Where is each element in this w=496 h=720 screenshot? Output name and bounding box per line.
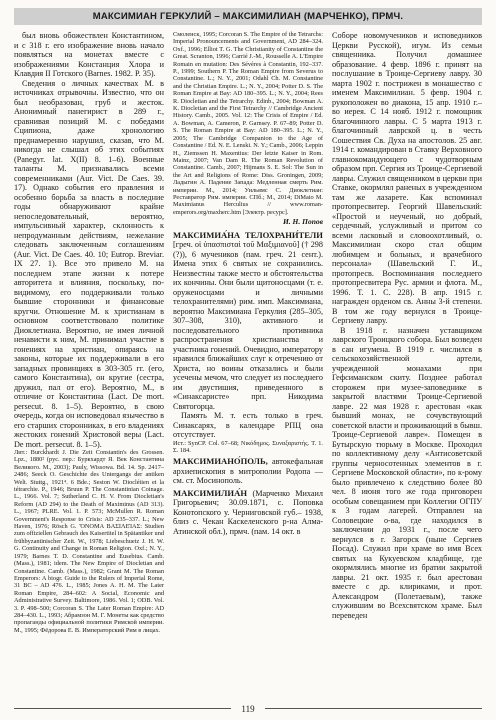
entry-text: [греч. οἱ ὑπασπισταὶ τοῦ Μαξιμιανοῦ] († 298 (?)), 6 мучеников (пам. греч. 21 сент.). Имена этих 6 святых не сохранились. Неизвестны также место и обстоятельства их кончины. Они были щитоносцами (т. е. оруженосцами и личными телохранителями) рим. имп. Максимиана, вероятно Максимиана Геркулия (285–305, 307–308, 310), активного и последовательного противника распространения христианства и участника гонений. Очевидно, императору нравился ближайших слуг к отречению от Христа, но воины отказались и были усечены мечом, что следует из последнего им двустишия, приведенного в «Синаксаристе» прп. Никодима Святогорца.	[173, 240, 323, 411]
paragraph: был вновь обожествлен Константином, и с 318 г. его изображение вновь начало появляться на монетах вместе с изображениями Констанция Хлора и Клавдия II Готского (Barnes. 1982. P. 35).	[14, 31, 164, 78]
running-header: МАКСИМИАН ГЕРКУЛИЙ – МАКСИМИЛИАН (МАРЧЕНКО), ПРМЧ.	[14, 8, 482, 25]
literature-list-continued	[173, 31, 323, 216]
literature-text: Смоленск, 1995; Corcoran S. The Empire of the Tetrarchs: Imperial Pronouncements and Government, AD 284–324. Oxf., 1996; Elliot T. G. The Christianity of Constantine the Great. Scranton, 1996; Carrié J.-M., Rousselle A. L'Empire Romain en mutation: Des Sévères à Constantin, 192–337. P., 1999; Southern P. The Roman Empire from Severus to Constantine. L.; N. Y., 2001; Odahl Ch. M. Constantine and the Christian Empire. L.; N. Y., 2004; Potter D. S. The Roman Empire at Bay: AD 180–395. L.; N. Y., 2004; Rees R. Diocletian and the Tetrarchy. Edinb., 2004; Bowman A. K. Diocletian and the First Tetrarchy // Cambridge Ancient History. Camb., 2005. Vol. 12: The Crisis of Empire / Ed. A. Bowman, A. Cameron, P. Garnsey. P. 67–89; Potter D. S. The Roman Empire at Bay: AD 180–395. L.; N. Y., 2005; The Cambridge Companion to the Age of Constantine / Ed. N. E. Lenski. N. Y.; Camb., 2006; Leppin H., Ziemssen H. Maxentius: Der letzte Kaiser in Rom. Mainz, 2007; Van Dam R. The Roman Revolution of Constantine. Camb., 2007; Hijmans S. E. Sol: The Sun in the Art and Religions of Rome: Diss. Groningen, 2009; Ладыгин А. Падение Запада: Медленная смерть Рим. империи. М., 2014; Уильямс С. Диоклетиан: Реставратор Рим. империи. СПб.; М., 2014; DiMaio M. Maximianus Herculius // www.roman-emperors.org/maxherc.htm [Электр. ресурс].	[173, 31, 323, 216]
column-3	[332, 31, 482, 704]
entry-maximianopolis	[173, 457, 323, 486]
entry-text: (Марченко Михаил Григорьевич; 30.09.1871, с. Поповка Конотопского у. Черниговской губ.– 1938, близ с. Чекан Каскеленского р-на Алма-Атинской обл.), прмч. (пам. 14 окт. в	[173, 488, 323, 536]
column-2	[173, 31, 323, 704]
entry-headword: МАКСИМИА́НА ТЕЛОХРАНИ́ТЕЛИ	[173, 229, 323, 240]
paragraph: Соборе новомучеников и исповедников Церкви Русской), игум. Из семьи священника. Получил домашнее образование. 4 февр. 1896 г. принят на послушание в Троице-Сергиеву лавру. 30 марта 1902 г. пострижен в монашество с именем Максимилиан. 5 февр. 1904 г. рукоположен во диакона, 15 апр. 1910 г.– во иерея. С 14 нояб. 1912 г. помощник благочинного лавры. С 5 марта 1913 г. благочинный лаврской ц. в честь Сошествия Св. Духа на апостолов. 25 авг. 1914 г. командирован в Ставку Верховного главнокомандующего с чудотворным образом прп. Сергия из Троице-Сергиевой лавры. Служил священником в церкви при Ставке, окормлял раненых в учрежденном там же лазарете. Как вспоминал протопресвитер. Георгий Шавельский: «Простой и неученый, но добрый, сердечный, услужливый и притом со всеми ласковый и словоохотливый, о. Максимилиан скоро стал общим любимцем и больных, и врачебного персонала» (Шавельский Г. И., протопресв. Воспоминания последнего протопресвитера Рус. армии и флота. М., 1996. Т. 1. С. 228). В апр. 1915 г. награжден орденом св. Анны 3-й степени. В том же году вернулся в Троице-Сергиеву лавру.	[332, 31, 482, 325]
page-number: 119	[231, 704, 264, 714]
column-1	[14, 31, 164, 704]
footer	[0, 704, 496, 714]
columns	[14, 31, 482, 704]
literature-text: Лит.: Burckhardt J. Die Zeit Constantin's des Grossen. Lpz., 1880² (рус. пер.: Буркхардт Я. Век Константина Великого. М., 2003); Pauly, Wissowa. Bd. 14. Sp. 2417–2486; Seeck O. Geschichte des Untergangs der antiken Welt. Stuttg., 1921⁴. 6 Bde.; Seston W. Dioclétien et la tétrarchie. P., 1946; Bruun P. The Constantinian Coinage. L., 1966. Vol. 7; Sutherland C. H. V. From Diocletian's Reform (AD 294) to the Death of Maximinus (AD 313). L., 1967; PLRE. Vol. 1. P. 573; McMullen R. Roman Government's Response to Crisis: AD 235–337. L.; New Haven, 1976; Rösch G. ὌΝΟΜΑ ΒΑΣΙΛΕΊΑΣ: Studien zum offiziellen Gebrauch des Kaisertitel in Spätantiker und frühbyzantinischer Zeit. W., 1978; Liebeschuetz J. H. W. G. Continuity and Change in Roman Religion. Oxf.; N. Y., 1979; Barnes T. D. Constantine and Eusebius. Camb. (Mass.), 1981; idem. The New Empire of Diocletian and Constantine. Camb. (Mass.), 1982; Grant M. The Roman Emperors: A biogr. Guide to the Rulers of Imperial Rome, 31 BC – AD 476. L., 1985; Jones A. H. M. The Later Roman Empire, 284–602: A Social, Economic and Administrative Survey. Baltimore, 1986. Vol. 1; ODB. Vol. 3. P. 498–500; Corcoran S. The Later Roman Empire: AD 284–430. L., 1993; Абрамзон М. Г. Монеты как средство пропаганды официальной политики Римской империи. М., 1995; Фёдорова Е. В. Императорский Рим в лицах.	[14, 449, 164, 634]
author-signature: И. Н. Попов	[282, 217, 323, 227]
entry-headword: МАКСИМИЛИА́Н	[173, 487, 247, 498]
paragraph: В 1918 г. назначен уставщиком лаврского Троицкого собора. Был возведен в сан игумена. В 1919 г. числился в сельскохозяйственной артели, учрежденной монахами при Гефсиманском скиту. Позднее работал сторожем при музее-заповеднике в закрытой властями Троице-Сергиевой лавре. 22 мая 1928 г. арестован «как бывший монах, не сочувствующий советской власти и проживающий в бывш. Троице-Сергиевой лавре». Помещен в Бутырскую тюрьму в Москве. Проходил по коллективному делу «Антисоветской группы черносотенных элементов в г. Сергиеве Московской области», по к-рому было привлечено к следствию более 80 чел. 8 июня того же года приговорен особым совещанием при Коллегии ОГПУ к 3 годам лагерей. Отправлен на Соловецкие о-ва, где находился в заключении до 1931 г., после чего вернулся в г. Загорск (ныне Сергиев Посад). Служил при храме во имя Всех святых на Кукуевском кладбище, где окормлялись многие из братии закрытой лавры. 21 окт. 1935 г. был арестован вместе с др. клириками, и прот. Александром (Полетаевым), также служившим во Всехсвятском храме. Был переведен	[332, 325, 482, 620]
entry-headword: МАКСИМИАНО́ПОЛЬ,	[173, 456, 268, 467]
literature-list	[14, 449, 164, 634]
paragraph: Сведения о личных качествах М. в источниках отрывочны. Известно, что он был необразован, груб и жесток. Анонимный панегирист в 289 г., сравнивая позиций М. с победами Сципиона, даже хронологию преднамеренно нарушил, сказав, что М. никогда не слышал об этих событиях (Panegyr. lat. X(II) 8. 1–6). Военные таланты М. признавались всеми современниками (Aur. Vict. De Caes. 39. 17). Однако события его правления и особенно борьба за власть в последние годы обнаруживают крайне непоследовательный, вероятно, импульсивный характер, склонность к непродуманным действиям, нежелание следовать заключенным соглашениям (Aur. Vict. De Caes. 40. 10; Eutrop. Breviar. IX 27. 1). Все это привело М. на последнем этапе жизни к потере авторитета и влияния, поскольку, по-видимому, его поддерживали только бывшие сторонники и финансовые кругчи. Отношение М. к христианам в основном соответствовало политике Диоклетиана. Вероятно, не имея личной ненависти к ним, М. принимал участие в гонениях на христиан, опираясь на законы, которые их поддерживали в его западных провинциях в 303-305 гг. (его, самого Константина), он кругие (сестра, дружил, пал от его). Вероятно, М., в отличие от Константина (Lact. De mort. persecut. 8. 1–5). Вероятно, в свою очередь, когда он исповедовал язычество в его старших сторонниках, в его владениях жестоких гонений Христовой веры (Lact. De mort. persecut. 8. 1–5).	[14, 78, 164, 449]
entry-maximilian	[173, 489, 323, 537]
entry-text: Память М. т. есть только в греч. Синаксарях, в календаре РПЦ она отсутствует.	[173, 411, 323, 440]
entry-sources	[173, 440, 323, 455]
entry-maximian-bodyguards	[173, 231, 323, 455]
entry-text: автокефальная архиепископия в митрополии Родопа — см. ст. Мосинополь.	[173, 457, 323, 486]
sources-text: Ист.: SynCP. Col. 67–68; Νικόδημος. Συναξαριστής. Τ. 1. Σ. 184.	[173, 439, 323, 455]
